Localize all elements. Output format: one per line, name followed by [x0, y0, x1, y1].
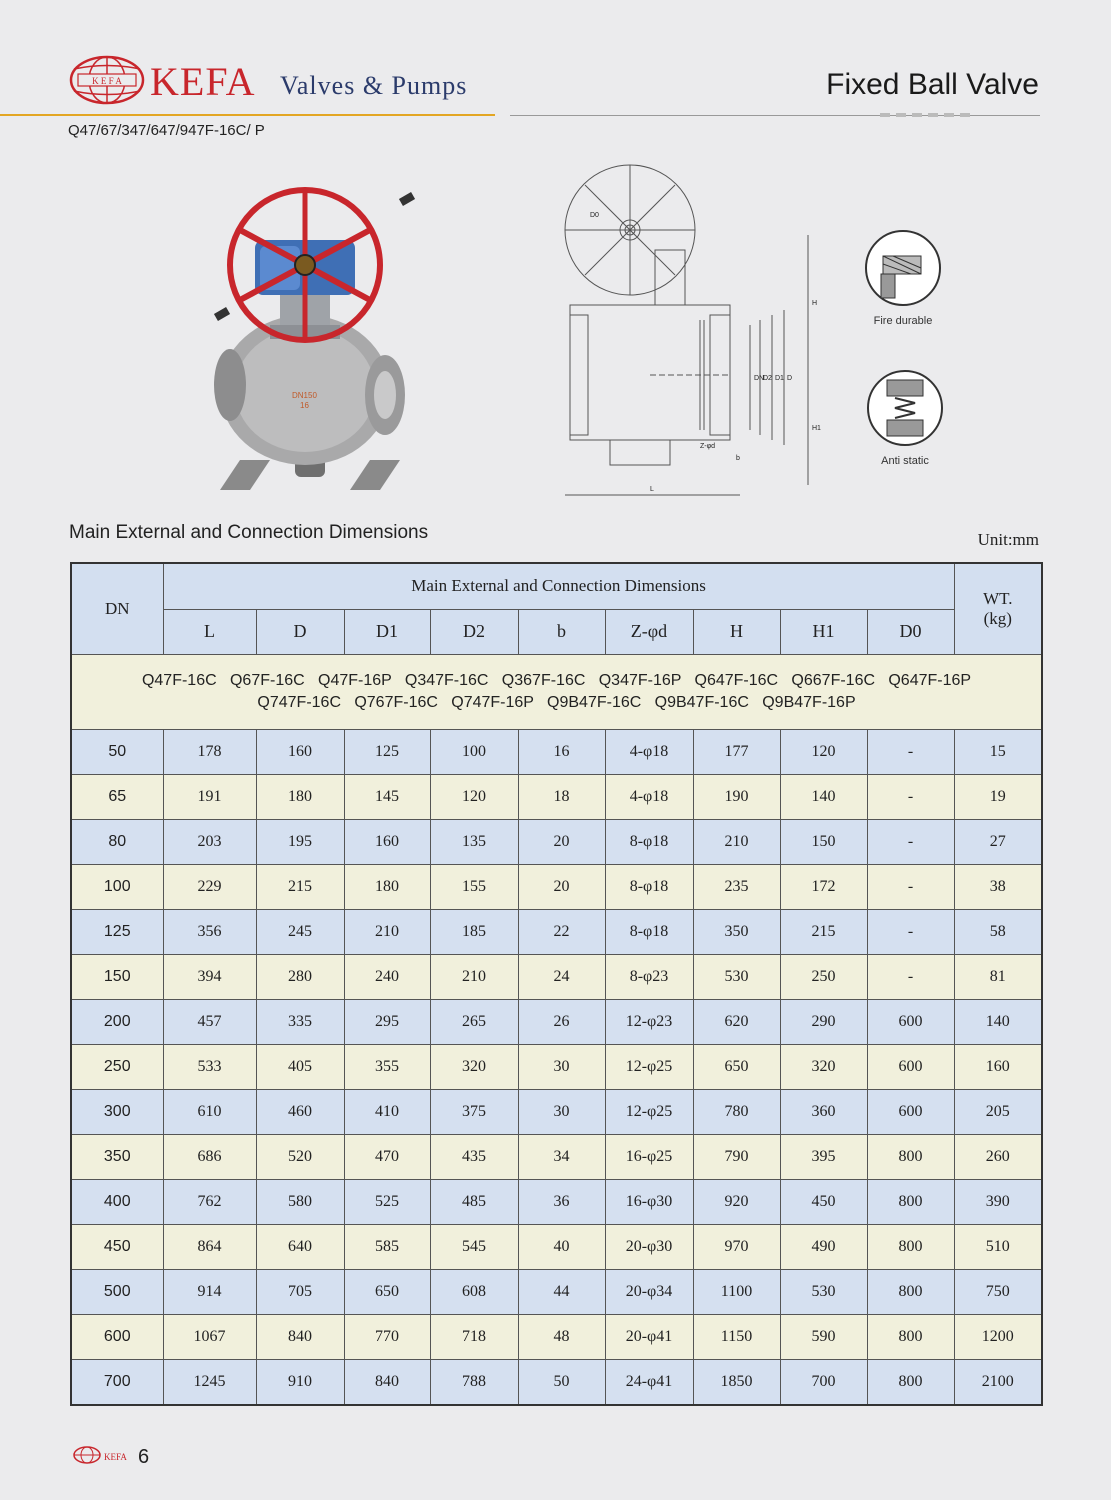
body-mark-dn: DN150: [292, 391, 317, 400]
table-cell: -: [867, 774, 954, 819]
column-header: Z-φd: [605, 609, 693, 654]
table-cell: 600: [867, 1044, 954, 1089]
table-cell: 135: [430, 819, 518, 864]
table-cell: 203: [163, 819, 256, 864]
table-cell: 1850: [693, 1359, 780, 1405]
table-row: [71, 864, 1042, 909]
table-cell: 27: [954, 819, 1042, 864]
table-cell: 410: [344, 1089, 430, 1134]
table-cell: -: [867, 954, 954, 999]
table-row: [71, 1089, 1042, 1134]
table-cell: 40: [518, 1224, 605, 1269]
model-list-line1: Q47F-16C Q67F-16C Q47F-16P Q347F-16C Q367F-16C Q347F-16P Q647F-16C Q667F-16C Q647F-16P: [141, 671, 972, 689]
table-cell: 12-φ25: [605, 1089, 693, 1134]
table-cell: 705: [256, 1269, 344, 1314]
table-cell: 120: [430, 774, 518, 819]
table-cell: 155: [430, 864, 518, 909]
table-cell: -: [867, 864, 954, 909]
page-title: Fixed Ball Valve: [826, 68, 1039, 101]
table-cell: 640: [256, 1224, 344, 1269]
table-cell: 160: [256, 729, 344, 774]
table-cell: 4-φ18: [605, 774, 693, 819]
table-cell: 210: [430, 954, 518, 999]
table-cell: 16-φ30: [605, 1179, 693, 1224]
table-cell: -: [867, 909, 954, 954]
header-rule-gold: [0, 114, 495, 116]
table-cell: 1100: [693, 1269, 780, 1314]
table-cell: 450: [780, 1179, 867, 1224]
table-cell: 864: [163, 1224, 256, 1269]
table-cell: 788: [430, 1359, 518, 1405]
table-cell: 180: [344, 864, 430, 909]
body-mark-pn: 16: [300, 401, 309, 410]
table-row: [71, 1134, 1042, 1179]
technical-drawing: [550, 155, 820, 500]
table-cell: 210: [344, 909, 430, 954]
table-cell: 600: [867, 1089, 954, 1134]
table-cell: 780: [693, 1089, 780, 1134]
table-cell: 50: [518, 1359, 605, 1405]
table-cell: 205: [954, 1089, 1042, 1134]
table-cell: 533: [163, 1044, 256, 1089]
table-row: [71, 1269, 1042, 1314]
table-cell: 215: [780, 909, 867, 954]
table-cell: 770: [344, 1314, 430, 1359]
table-cell: 800: [867, 1359, 954, 1405]
table-cell: 185: [430, 909, 518, 954]
table-cell: 16-φ25: [605, 1134, 693, 1179]
table-cell: 1067: [163, 1314, 256, 1359]
table-cell: 650: [344, 1269, 430, 1314]
table-cell: 457: [163, 999, 256, 1044]
table-cell: 36: [518, 1179, 605, 1224]
table-row: [71, 999, 1042, 1044]
label-h: H: [812, 300, 818, 307]
table-cell: -: [867, 729, 954, 774]
table-row: [71, 1314, 1042, 1359]
table-cell: 530: [693, 954, 780, 999]
table-cell: 100: [430, 729, 518, 774]
table-cell: 140: [954, 999, 1042, 1044]
table-cell: 140: [780, 774, 867, 819]
table-row: [71, 1179, 1042, 1224]
footer-globe-logo: [72, 1446, 102, 1464]
table-cell: 160: [954, 1044, 1042, 1089]
table-cell: 355: [344, 1044, 430, 1089]
table-cell: 700: [780, 1359, 867, 1405]
table-cell: 590: [780, 1314, 867, 1359]
table-row: [71, 954, 1042, 999]
dn-cell: 450: [71, 1224, 163, 1269]
unit-label: Unit:mm: [977, 530, 1039, 549]
table-cell: 24-φ41: [605, 1359, 693, 1405]
table-cell: 800: [867, 1179, 954, 1224]
table-cell: 335: [256, 999, 344, 1044]
table-cell: 545: [430, 1224, 518, 1269]
dn-cell: 350: [71, 1134, 163, 1179]
table-cell: 800: [867, 1134, 954, 1179]
table-cell: 360: [780, 1089, 867, 1134]
table-cell: 160: [344, 819, 430, 864]
dn-cell: 65: [71, 774, 163, 819]
table-cell: 840: [256, 1314, 344, 1359]
fire-durable-detail: [853, 228, 953, 327]
anti-static-icon: [865, 368, 945, 448]
table-cell: 620: [693, 999, 780, 1044]
table-cell: 8-φ18: [605, 864, 693, 909]
table-cell: 525: [344, 1179, 430, 1224]
table-cell: 530: [780, 1269, 867, 1314]
table-cell: 4-φ18: [605, 729, 693, 774]
table-cell: 245: [256, 909, 344, 954]
table-cell: 30: [518, 1089, 605, 1134]
table-cell: 800: [867, 1224, 954, 1269]
table-cell: 20-φ30: [605, 1224, 693, 1269]
table-cell: 195: [256, 819, 344, 864]
header-group: Main External and Connection Dimensions: [163, 563, 954, 609]
column-header: D1: [344, 609, 430, 654]
column-header: D0: [867, 609, 954, 654]
table-cell: 320: [430, 1044, 518, 1089]
table-cell: 8-φ23: [605, 954, 693, 999]
table-cell: 485: [430, 1179, 518, 1224]
table-cell: 150: [780, 819, 867, 864]
table-cell: 580: [256, 1179, 344, 1224]
table-cell: 178: [163, 729, 256, 774]
table-cell: 600: [867, 999, 954, 1044]
table-row: [71, 909, 1042, 954]
kefa-globe-logo: [68, 54, 146, 106]
dn-cell: 300: [71, 1089, 163, 1134]
table-cell: 970: [693, 1224, 780, 1269]
table-cell: 762: [163, 1179, 256, 1224]
table-cell: 8-φ18: [605, 909, 693, 954]
table-cell: 19: [954, 774, 1042, 819]
table-cell: 350: [693, 909, 780, 954]
table-row: [71, 1359, 1042, 1405]
table-cell: 12-φ23: [605, 999, 693, 1044]
column-header: L: [163, 609, 256, 654]
dn-cell: 250: [71, 1044, 163, 1089]
model-numbers: Q47/67/347/647/947F-16C/ P: [68, 122, 265, 139]
dn-cell: 50: [71, 729, 163, 774]
page-header: [0, 0, 1111, 150]
table-cell: 395: [780, 1134, 867, 1179]
table-row: [71, 729, 1042, 774]
header-weight-line2: (kg): [983, 608, 1012, 628]
dn-cell: 600: [71, 1314, 163, 1359]
column-header: H1: [780, 609, 867, 654]
table-cell: 585: [344, 1224, 430, 1269]
header-dn: DN: [71, 563, 163, 654]
label-d1: D1: [775, 375, 784, 382]
column-header: b: [518, 609, 605, 654]
table-cell: 260: [954, 1134, 1042, 1179]
table-cell: 58: [954, 909, 1042, 954]
table-cell: 265: [430, 999, 518, 1044]
table-cell: 177: [693, 729, 780, 774]
table-cell: 718: [430, 1314, 518, 1359]
dn-cell: 125: [71, 909, 163, 954]
dn-cell: 500: [71, 1269, 163, 1314]
table-cell: 608: [430, 1269, 518, 1314]
table-cell: 1150: [693, 1314, 780, 1359]
header-weight: [954, 563, 1042, 654]
table-cell: 16: [518, 729, 605, 774]
label-h1: H1: [812, 425, 821, 432]
fire-durable-caption: Fire durable: [873, 315, 933, 327]
brand-subtitle: Valves & Pumps: [280, 71, 468, 100]
table-cell: 1200: [954, 1314, 1042, 1359]
fire-durable-icon: [863, 228, 943, 308]
table-cell: 510: [954, 1224, 1042, 1269]
dn-cell: 200: [71, 999, 163, 1044]
table-cell: 520: [256, 1134, 344, 1179]
table-cell: 914: [163, 1269, 256, 1314]
table-cell: 24: [518, 954, 605, 999]
table-cell: 686: [163, 1134, 256, 1179]
table-cell: 38: [954, 864, 1042, 909]
brand-name: KEFA: [150, 59, 256, 104]
page-footer: [72, 1446, 150, 1469]
table-cell: 145: [344, 774, 430, 819]
table-cell: 650: [693, 1044, 780, 1089]
table-cell: 800: [867, 1314, 954, 1359]
table-cell: 20: [518, 864, 605, 909]
table-cell: 12-φ25: [605, 1044, 693, 1089]
table-cell: 490: [780, 1224, 867, 1269]
anti-static-detail: [855, 368, 955, 467]
label-d: D: [787, 375, 793, 382]
table-cell: 840: [344, 1359, 430, 1405]
model-list-cell: [71, 654, 1042, 729]
table-cell: 2100: [954, 1359, 1042, 1405]
table-row: [71, 774, 1042, 819]
label-d0: D0: [590, 212, 599, 219]
table-cell: 470: [344, 1134, 430, 1179]
table-cell: 20-φ41: [605, 1314, 693, 1359]
table-cell: 290: [780, 999, 867, 1044]
table-cell: 48: [518, 1314, 605, 1359]
table-cell: 34: [518, 1134, 605, 1179]
table-cell: 790: [693, 1134, 780, 1179]
footer-brand: KEFA: [104, 1452, 127, 1462]
column-header: D2: [430, 609, 518, 654]
table-cell: 191: [163, 774, 256, 819]
dn-cell: 150: [71, 954, 163, 999]
table-cell: 390: [954, 1179, 1042, 1224]
table-cell: 44: [518, 1269, 605, 1314]
table-cell: 240: [344, 954, 430, 999]
table-cell: 20: [518, 819, 605, 864]
table-cell: 8-φ18: [605, 819, 693, 864]
table-cell: 172: [780, 864, 867, 909]
logo-text: K E F A: [92, 76, 122, 86]
dn-cell: 80: [71, 819, 163, 864]
table-cell: 22: [518, 909, 605, 954]
table-cell: 250: [780, 954, 867, 999]
column-header: D: [256, 609, 344, 654]
table-cell: 120: [780, 729, 867, 774]
dimensions-table: [70, 562, 1043, 1406]
label-zphid: Z-φd: [700, 443, 716, 450]
table-cell: 26: [518, 999, 605, 1044]
label-b: b: [736, 455, 740, 462]
anti-static-caption: Anti static: [881, 455, 929, 467]
section-title: Main External and Connection Dimensions: [69, 522, 429, 543]
label-d2: D2: [763, 375, 772, 382]
table-cell: 30: [518, 1044, 605, 1089]
table-cell: -: [867, 819, 954, 864]
table-cell: 20-φ34: [605, 1269, 693, 1314]
table-cell: 435: [430, 1134, 518, 1179]
table-cell: 280: [256, 954, 344, 999]
table-row: [71, 1224, 1042, 1269]
dn-cell: 700: [71, 1359, 163, 1405]
table-cell: 190: [693, 774, 780, 819]
dn-cell: 400: [71, 1179, 163, 1224]
header-weight-line1: WT.: [983, 588, 1013, 608]
table-row: [71, 819, 1042, 864]
table-cell: 180: [256, 774, 344, 819]
table-cell: 460: [256, 1089, 344, 1134]
table-row: [71, 1044, 1042, 1089]
table-cell: 210: [693, 819, 780, 864]
model-list-line2: Q747F-16C Q767F-16C Q747F-16P Q9B47F-16C Q9B47F-16C Q9B47F-16P: [257, 693, 856, 711]
table-cell: 800: [867, 1269, 954, 1314]
label-l: L: [650, 486, 654, 493]
dn-cell: 100: [71, 864, 163, 909]
table-cell: 81: [954, 954, 1042, 999]
table-cell: 405: [256, 1044, 344, 1089]
table-cell: 610: [163, 1089, 256, 1134]
table-cell: 750: [954, 1269, 1042, 1314]
page-number: 6: [138, 1446, 150, 1468]
header-rule-dashes: [880, 113, 970, 117]
table-cell: 18: [518, 774, 605, 819]
table-cell: 920: [693, 1179, 780, 1224]
table-cell: 15: [954, 729, 1042, 774]
table-cell: 394: [163, 954, 256, 999]
product-photo: [200, 160, 440, 505]
table-cell: 356: [163, 909, 256, 954]
table-cell: 295: [344, 999, 430, 1044]
table-cell: 375: [430, 1089, 518, 1134]
column-header: H: [693, 609, 780, 654]
table-cell: 910: [256, 1359, 344, 1405]
table-cell: 320: [780, 1044, 867, 1089]
table-cell: 1245: [163, 1359, 256, 1405]
table-cell: 215: [256, 864, 344, 909]
label-dn: DN: [754, 375, 765, 382]
table-cell: 235: [693, 864, 780, 909]
table-cell: 229: [163, 864, 256, 909]
table-cell: 125: [344, 729, 430, 774]
